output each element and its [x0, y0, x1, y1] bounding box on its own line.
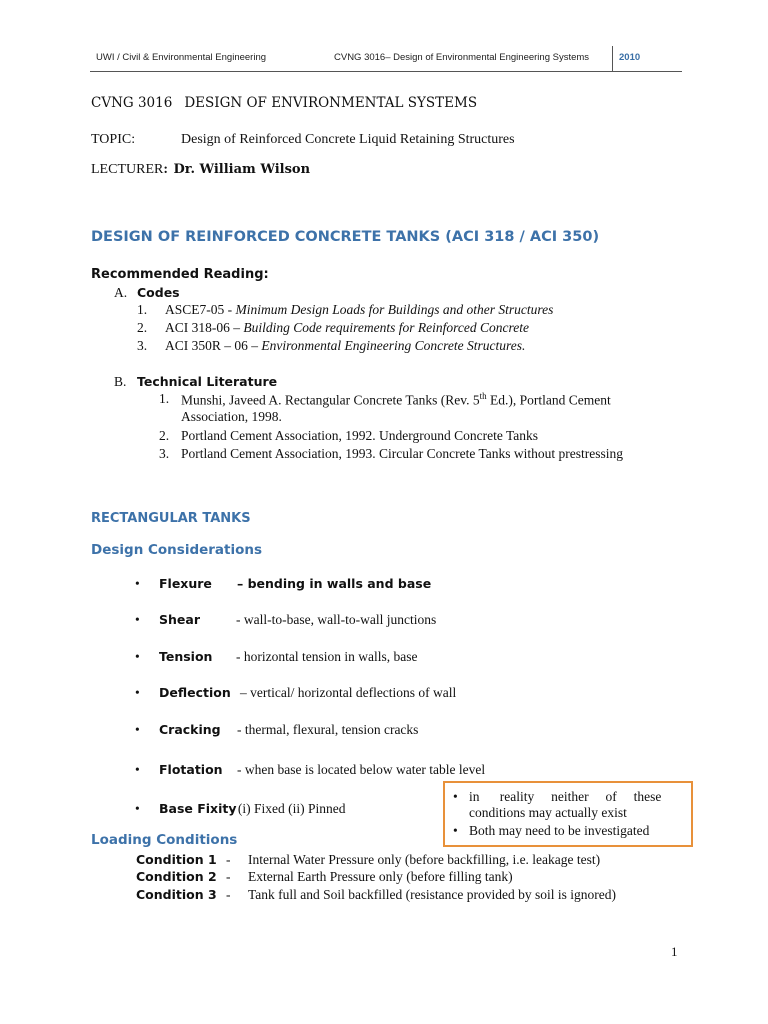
- bullet-icon: •: [135, 576, 140, 591]
- page-number: 1: [671, 944, 678, 959]
- loading-heading: Loading Conditions: [91, 832, 238, 848]
- literature-item: 1. Munshi, Javeed A. Rectangular Concrete Tanks (Rev. 5th Ed.), Portland Cement: [159, 391, 611, 408]
- bullet-icon: •: [135, 612, 140, 627]
- reading-title: Recommended Reading:: [91, 267, 269, 282]
- bullet-icon: •: [135, 685, 140, 700]
- codes-label: Codes: [137, 285, 180, 300]
- main-heading: DESIGN OF REINFORCED CONCRETE TANKS (ACI 318 / ACI 350): [91, 229, 600, 245]
- topic-label: TOPIC:: [91, 132, 136, 147]
- course-title: DESIGN OF ENVIRONMENTAL SYSTEMS: [184, 95, 478, 111]
- literature-label: Technical Literature: [137, 374, 278, 389]
- topic-text: Design of Reinforced Concrete Liquid Retaining Structures: [181, 132, 515, 147]
- header-rule: [90, 71, 682, 72]
- rect-heading: RECTANGULAR TANKS: [91, 511, 251, 526]
- note-callout: [443, 781, 693, 847]
- literature-item: 2. Portland Cement Association, 1992. Underground Concrete Tanks: [159, 428, 539, 443]
- literature-item-continued: Association, 1998.: [181, 409, 282, 424]
- note-item: • Both may need to be investigated: [453, 823, 650, 838]
- bullet-icon: •: [453, 823, 458, 838]
- header-divider: [612, 46, 613, 71]
- code-item: 2. ACI 318-06 – Building Code requirements for Reinforced Concrete: [137, 320, 529, 335]
- bullet-icon: •: [135, 801, 140, 816]
- note-item: • in reality neither of these conditions may actually exist: [453, 789, 662, 820]
- code-item: 1. ASCE7-05 - Minimum Design Loads for Buildings and other Structures: [137, 302, 554, 317]
- design-heading: Design Considerations: [91, 542, 263, 558]
- literature-marker: B.: [114, 374, 127, 389]
- header-year: 2010: [619, 52, 641, 63]
- bullet-icon: •: [135, 722, 140, 737]
- lecturer-name: Dr. William Wilson: [173, 162, 311, 177]
- lecturer-line: LECTURER: Dr. William Wilson: [91, 162, 311, 177]
- header-department: UWI / Civil & Environmental Engineering: [96, 52, 267, 63]
- codes-marker: A.: [114, 285, 128, 300]
- lecturer-label: LECTURER: [91, 162, 164, 177]
- bullet-icon: •: [135, 762, 140, 777]
- course-line: [91, 95, 477, 111]
- code-item: 3. ACI 350R – 06 – Environmental Engineering Concrete Structures.: [137, 338, 526, 353]
- bullet-icon: •: [135, 649, 140, 664]
- bullet-icon: •: [453, 789, 458, 804]
- header-course: CVNG 3016– Design of Environmental Engineering Systems: [334, 52, 590, 63]
- literature-item: 3. Portland Cement Association, 1993. Circular Concrete Tanks without prestressing: [159, 446, 623, 461]
- course-code: CVNG 3016: [91, 95, 173, 111]
